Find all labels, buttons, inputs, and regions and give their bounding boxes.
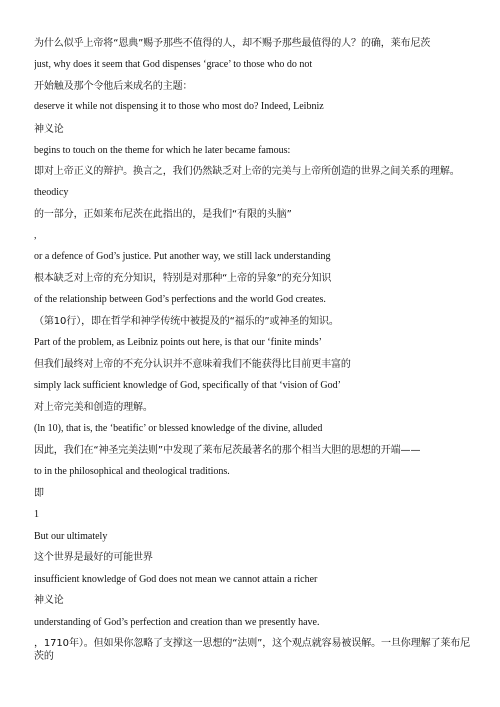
text-line: 但我们最终对上帝的不充分认识并不意味着我们不能获得比目前更丰富的 (34, 359, 351, 370)
text-line: 神义论 (34, 595, 64, 606)
text-line: or a defence of God’s justice. Put another way, we still lack understanding (34, 251, 331, 262)
text-line: But our ultimately (34, 531, 108, 542)
text-line: 1 (34, 509, 39, 520)
text-line: 即 (34, 488, 44, 499)
text-line: , (34, 230, 37, 241)
text-line: 为什么似乎上帝将“恩典”赐予那些不值得的人，却不赐予那些最值得的人？的确，莱布尼茨 (34, 38, 431, 49)
text-line: theodicy (34, 187, 69, 198)
text-line: 的一部分，正如莱布尼茨在此指出的，是我们“有限的头脑” (34, 209, 292, 220)
text-line: 开始触及那个令他后来成名的主题： (34, 81, 193, 92)
text-line: understanding of God’s perfection and creation than we presently have. (34, 617, 320, 628)
text-line: 即对上帝正义的辩护。换言之，我们仍然缺乏对上帝的完美与上帝所创造的世界之间关系的理解。 (34, 166, 460, 177)
text-line: deserve it while not dispensing it to those who most do? Indeed, Leibniz (34, 101, 324, 112)
text-line: to in the philosophical and theological traditions. (34, 466, 230, 477)
text-line: insufficient knowledge of God does not mean we cannot attain a richer (34, 574, 318, 585)
text-line: 神义论 (34, 124, 64, 135)
text-line: just, why does it seem that God dispenses ‘grace’ to those who do not (34, 59, 313, 70)
text-line: 根本缺乏对上帝的充分知识，特别是对那种“上帝的异象”的充分知识 (34, 273, 332, 284)
text-line: of the relationship between God’s perfections and the world God creates. (34, 294, 326, 305)
text-line: 因此，我们在“神圣完美法则”中发现了莱布尼茨最著名的那个相当大胆的思想的开端—— (34, 445, 421, 456)
text-line: 这个世界是最好的可能世界 (34, 552, 153, 563)
text-line: （第10行），即在哲学和神学传统中被提及的“福乐的”或神圣的知识。 (34, 316, 339, 327)
text-line: begins to touch on the theme for which he later became famous: (34, 145, 291, 156)
text-line: ，1710年）。但如果你忽略了支撑这一思想的“法则”，这个观点就容易被误解。一旦你理解了莱布尼茨的 (34, 638, 471, 662)
text-line: (ln 10), that is, the ‘beatific’ or blessed knowledge of the divine, alluded (34, 423, 323, 434)
text-line: simply lack sufficient knowledge of God, specifically of that ‘vision of God’ (34, 380, 341, 391)
text-line: 对上帝完美和创造的理解。 (34, 402, 153, 413)
text-line: Part of the problem, as Leibniz points out here, is that our ‘finite minds’ (34, 337, 322, 348)
